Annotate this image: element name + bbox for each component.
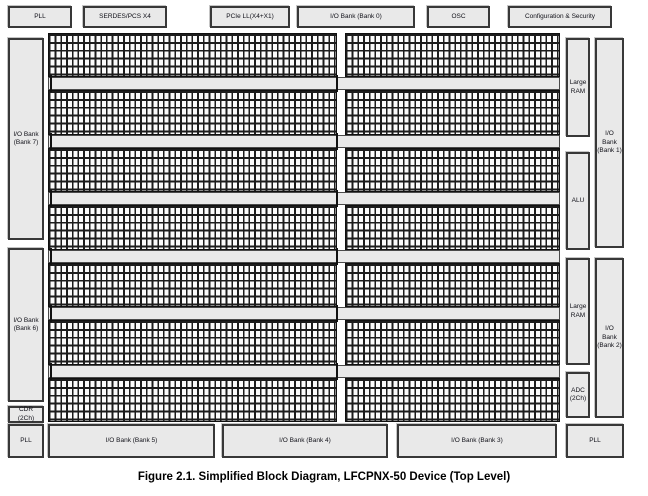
block-label: I/O Bank (Bank 0) [330,12,382,20]
fabric-grid-left [48,33,337,77]
fabric-grid-left [48,320,337,364]
block-io-bank-1 [595,38,624,248]
routing-channel [48,135,560,148]
block-pll-bottom-right [566,424,624,458]
block-label: PLL [20,436,32,444]
block-label: SERDES/PCS X4 [99,12,151,20]
fabric-grid-right [345,263,560,307]
block-label: Configuration & Security [524,12,596,20]
fabric-grid-left [48,263,337,307]
block-io-bank-7 [8,38,44,240]
fabric-band [48,263,560,307]
block-pll-top-left [8,6,72,28]
block-label: I/O Bank (Bank 4) [279,436,331,444]
fabric-band [48,148,560,192]
logic-fabric [48,33,560,422]
block-serdes-pcs-x4 [83,6,167,28]
fabric-grid-right [345,320,560,364]
block-pcie-ll [210,6,290,28]
block-large-ram-bottom [566,258,590,365]
fabric-grid-right [345,378,560,422]
routing-channel [48,365,560,378]
block-label: CDR (2Ch) [17,406,35,422]
block-label: PCIe LL(X4+X1) [226,12,274,20]
fabric-band [48,33,560,77]
fabric-band [48,90,560,134]
fabric-band [48,378,560,422]
fabric-grid-right [345,90,560,134]
block-label: I/O Bank (Bank 6) [13,316,39,332]
fabric-grid-left [48,148,337,192]
block-label: I/O Bank (Bank 7) [13,130,39,146]
block-cdr [8,406,44,423]
block-label: PLL [34,12,46,20]
fabric-band [48,320,560,364]
block-io-bank-2 [595,258,624,418]
block-label: Large RAM [569,79,587,95]
block-io-bank-5 [48,424,215,458]
block-alu [566,152,590,250]
fabric-grid-left [48,205,337,249]
block-io-bank-0 [297,6,415,28]
block-io-bank-6 [8,248,44,402]
block-label: ALU [571,196,585,204]
block-io-bank-3 [397,424,557,458]
block-pll-bottom-left [8,424,44,458]
block-osc [427,6,490,28]
routing-channel [48,250,560,263]
fabric-grid-right [345,33,560,77]
fabric-grid-left [48,378,337,422]
block-io-bank-4 [222,424,388,458]
block-large-ram-top [566,38,590,137]
fabric-grid-right [345,205,560,249]
routing-channel [48,192,560,205]
block-label: I/O Bank (Bank 5) [105,436,158,444]
block-label: OSC [451,12,466,20]
block-label: I/O Bank (Bank 3) [451,436,503,444]
fabric-grid-right [345,148,560,192]
block-label: I/O Bank (Bank 2) [597,325,622,350]
block-label: PLL [589,436,601,444]
routing-channel [48,77,560,90]
routing-channel [48,307,560,320]
fabric-grid-left [48,90,337,134]
block-label: I/O Bank (Bank 1) [597,130,622,155]
block-adc [566,372,590,418]
block-label: ADC (2Ch) [569,386,587,402]
block-config-security [508,6,612,28]
fabric-band [48,205,560,249]
figure-caption: Figure 2.1. Simplified Block Diagram, LFCPNX-50 Device (Top Level) [137,471,511,483]
block-label: Large RAM [569,303,587,319]
